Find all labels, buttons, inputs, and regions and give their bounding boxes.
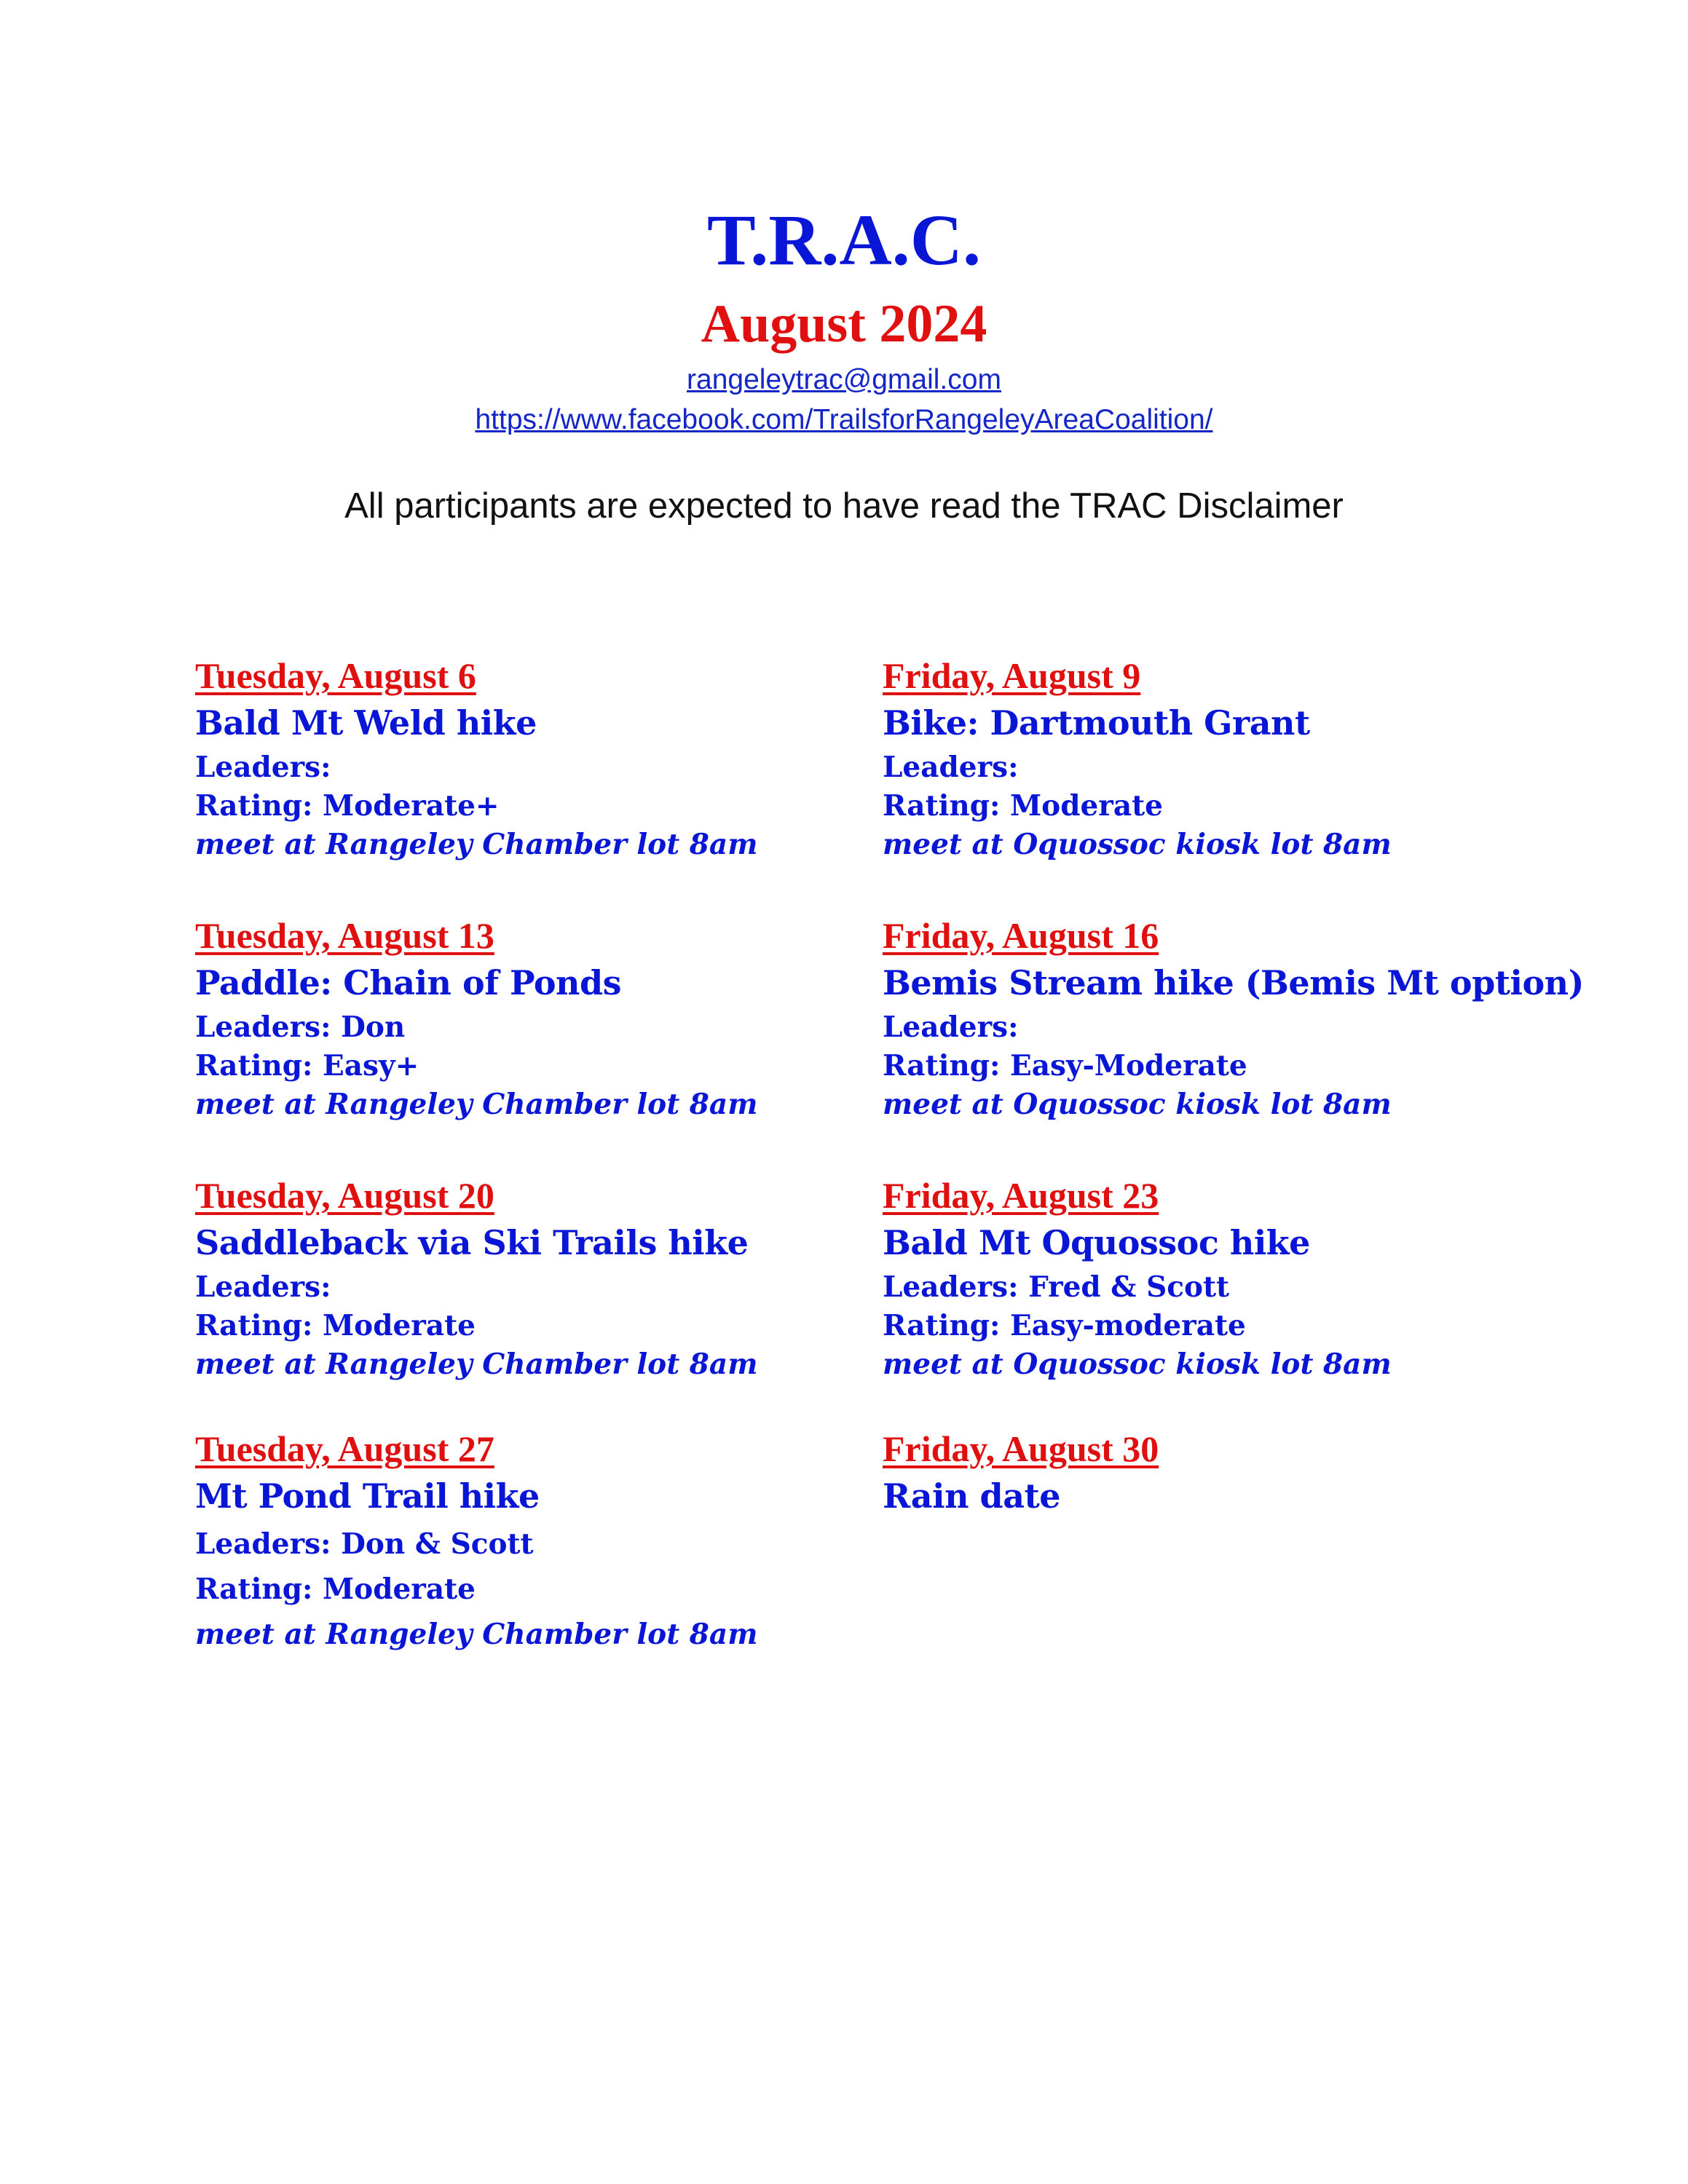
event-name: Saddleback via Ski Trails hike bbox=[195, 1223, 749, 1262]
event-rating: Rating: Moderate bbox=[883, 789, 1163, 823]
event-meet: meet at Rangeley Chamber lot 8am bbox=[195, 1088, 758, 1121]
event-meet: meet at Rangeley Chamber lot 8am bbox=[195, 1618, 758, 1651]
document-subtitle: August 2024 bbox=[701, 294, 987, 354]
event-aug-20 bbox=[195, 1174, 960, 1384]
event-rating: Rating: Easy+ bbox=[195, 1049, 419, 1083]
event-leaders: Leaders: Don bbox=[195, 1010, 406, 1044]
event-leaders: Leaders: bbox=[195, 1270, 331, 1304]
event-rating: Rating: Easy-Moderate bbox=[883, 1049, 1247, 1083]
event-date: Friday, August 23 bbox=[883, 1175, 1159, 1216]
event-name: Bald Mt Weld hike bbox=[195, 703, 537, 743]
event-name: Bemis Stream hike (Bemis Mt option) bbox=[883, 963, 1584, 1002]
event-date: Tuesday, August 27 bbox=[195, 1428, 494, 1469]
event-meet: meet at Oquossoc kiosk lot 8am bbox=[883, 1348, 1392, 1381]
event-aug-13 bbox=[195, 914, 960, 1124]
event-aug-6 bbox=[195, 654, 960, 864]
event-date: Tuesday, August 13 bbox=[195, 915, 494, 956]
event-date: Friday, August 16 bbox=[883, 915, 1159, 956]
event-name: Mt Pond Trail hike bbox=[195, 1476, 540, 1516]
event-rating: Rating: Easy-moderate bbox=[883, 1309, 1246, 1342]
event-name: Bald Mt Oquossoc hike bbox=[883, 1223, 1310, 1262]
email-link[interactable]: rangeleytrac@gmail.com bbox=[687, 364, 1001, 395]
event-date: Tuesday, August 6 bbox=[195, 655, 476, 696]
event-leaders: Leaders: Don & Scott bbox=[195, 1527, 534, 1561]
event-aug-30 bbox=[883, 1427, 1647, 1522]
email-link-row bbox=[0, 363, 1688, 397]
event-meet: meet at Rangeley Chamber lot 8am bbox=[195, 828, 758, 861]
event-leaders: Leaders: bbox=[883, 1010, 1019, 1044]
event-aug-16 bbox=[883, 914, 1647, 1124]
event-name: Bike: Dartmouth Grant bbox=[883, 703, 1310, 743]
event-rating: Rating: Moderate bbox=[195, 1572, 476, 1606]
event-leaders: Leaders: bbox=[195, 751, 331, 784]
event-name: Rain date bbox=[883, 1476, 1061, 1516]
event-aug-27 bbox=[195, 1427, 960, 1657]
event-rating: Rating: Moderate bbox=[195, 1309, 476, 1342]
event-date: Friday, August 30 bbox=[883, 1428, 1159, 1469]
event-meet: meet at Oquossoc kiosk lot 8am bbox=[883, 1088, 1392, 1121]
event-rating: Rating: Moderate+ bbox=[195, 789, 500, 823]
document-title: T.R.A.C. bbox=[707, 199, 981, 280]
disclaimer-text: All participants are expected to have read the TRAC Disclaimer bbox=[344, 486, 1344, 526]
event-meet: meet at Rangeley Chamber lot 8am bbox=[195, 1348, 758, 1381]
event-meet: meet at Oquossoc kiosk lot 8am bbox=[883, 828, 1392, 861]
event-date: Tuesday, August 20 bbox=[195, 1175, 494, 1216]
event-date: Friday, August 9 bbox=[883, 655, 1141, 696]
event-leaders: Leaders: Fred & Scott bbox=[883, 1270, 1230, 1304]
event-leaders: Leaders: bbox=[883, 751, 1019, 784]
event-aug-9 bbox=[883, 654, 1647, 864]
facebook-link-row bbox=[0, 403, 1688, 438]
event-aug-23 bbox=[883, 1174, 1647, 1384]
facebook-link[interactable]: https://www.facebook.com/TrailsforRangeleyAreaCoalition/ bbox=[475, 404, 1213, 435]
event-name: Paddle: Chain of Ponds bbox=[195, 963, 622, 1002]
